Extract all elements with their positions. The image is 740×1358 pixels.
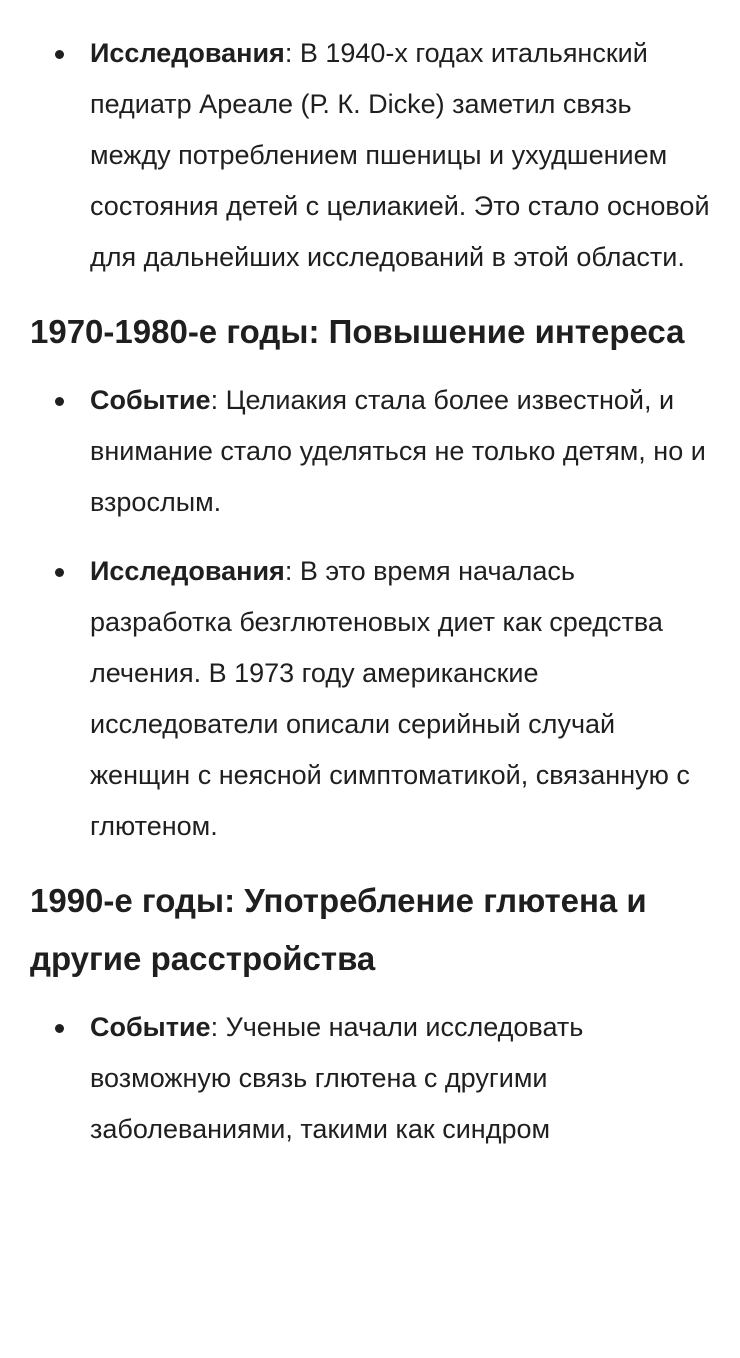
list-item	[30, 28, 710, 283]
item-text: : В 1940-х годах итальянский педиатр Ареале (Р. К. Dicke) заметил связь между потреблением пшеницы и ухудшением состояния детей с целиакией. Это стало основой для дальнейших исследований в этой области.	[90, 38, 710, 272]
section-heading: 1990-е годы: Употребление глютена и другие расстройства	[30, 882, 647, 977]
list-item	[30, 546, 710, 852]
item-term: Событие	[90, 1012, 211, 1042]
item-text: : В это время началась разработка безглютеновых диет как средства лечения. В 1973 году американские исследователи описали серийный случай женщин с неясной симптоматикой, связанную с глютеном.	[90, 556, 690, 841]
bullet-list-3	[30, 1002, 710, 1155]
item-text: : Целиакия стала более известной, и внимание стало уделяться не только детям, но и взрослым.	[90, 385, 706, 517]
bullet-list-1	[30, 28, 710, 283]
item-term: Исследования	[90, 556, 285, 586]
list-item	[30, 375, 710, 528]
section-heading: 1970-1980-е годы: Повышение интереса	[30, 313, 685, 350]
item-term: Событие	[90, 385, 211, 415]
bullet-list-2	[30, 375, 710, 852]
item-term: Исследования	[90, 38, 285, 68]
list-item	[30, 1002, 710, 1155]
item-text: : Ученые начали исследовать возможную связь глютена с другими заболеваниями, такими как синдром	[90, 1012, 584, 1144]
